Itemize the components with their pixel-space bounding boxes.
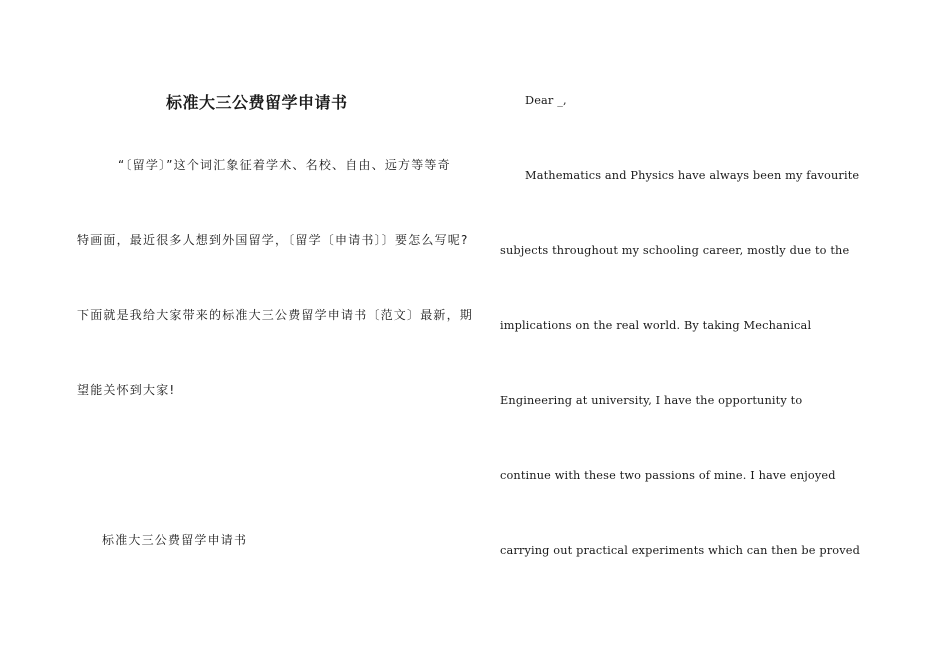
document-title: 标准大三公费留学申请书 (166, 93, 348, 112)
letter-line-6: carrying out practical experiments which can then be proved (500, 544, 861, 557)
intro-line-2: 特画面，最近很多人想到外国留学，〔留学〔申请书〕〕要怎么写呢? (77, 233, 469, 247)
section-subtitle: 标准大三公费留学申请书 (102, 533, 248, 547)
intro-line-4: 望能关怀到大家! (77, 383, 176, 397)
letter-line-2: subjects throughout my schooling career, mostly due to the (500, 244, 850, 257)
intro-line-3: 下面就是我给大家带来的标准大三公费留学申请书〔范文〕最新，期 (77, 308, 474, 322)
right-column (475, 0, 950, 672)
intro-line-1: “〔留学〕”这个词汇象征着学术、名校、自由、远方等等奇 (118, 158, 451, 172)
letter-line-3: implications on the real world. By taking Mechanical (500, 319, 812, 332)
letter-line-4: Engineering at university, I have the opportunity to (500, 394, 803, 407)
letter-line-1: Mathematics and Physics have always been my favourite (525, 169, 860, 182)
letter-line-5: continue with these two passions of mine. I have enjoyed (500, 469, 836, 482)
letter-salutation: Dear _, (525, 94, 567, 107)
